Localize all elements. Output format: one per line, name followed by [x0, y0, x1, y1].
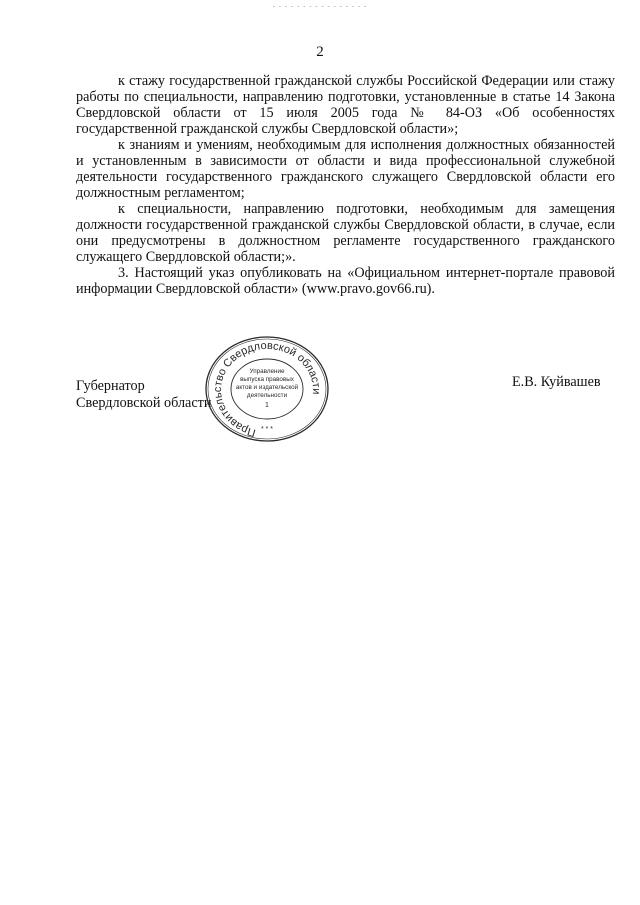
- seal-center-text: Управление: [249, 368, 285, 375]
- paragraph: [76, 137, 615, 201]
- seal-outer-text: Правительство Свердловской области: [212, 339, 323, 439]
- page-number: 2: [316, 44, 324, 60]
- paragraph: [76, 201, 615, 265]
- seal-center-text: актов и издательской: [235, 384, 299, 391]
- paragraph-text: 3. Настоящий указ опубликовать на «Официальном интернет-портале правовой информации Свердловской области» (www.pravo.gov66.ru).: [76, 265, 615, 297]
- paragraph: [76, 73, 615, 137]
- seal-graphic: [203, 335, 331, 443]
- signer-title-line: Свердловской области: [76, 395, 212, 411]
- seal-center-text: деятельности: [246, 392, 288, 399]
- signer-name: Е.В. Куйвашев: [512, 374, 601, 390]
- paragraph: [76, 265, 615, 297]
- seal-center-number: 1: [265, 402, 269, 409]
- paragraph-text: к стажу государственной гражданской службы Российской Федерации или стажу работы по специальности, направлению подготовки, установленные в статье 14 Закона Свердловской области от 15 июля 2005 года № 84-ОЗ «Об особенностях государственной гражданской службы Свердловской области»;: [76, 73, 615, 137]
- scan-header-noise: - - - - - - - - - - - - - - - -: [272, 2, 368, 10]
- paragraph-text: к специальности, направлению подготовки, необходимым для замещения должности государственной гражданской службы Свердловской области, в случае, если они предусмотрены в должностном регламенте государственного гражданского служащего Свердловской области;».: [76, 201, 615, 265]
- official-seal-stamp: [203, 335, 331, 443]
- signer-title-line: Губернатор: [76, 378, 145, 394]
- document-body: [76, 73, 615, 297]
- seal-stars: * * *: [260, 426, 274, 433]
- seal-center-text: выпуска правовых: [240, 376, 294, 383]
- paragraph-text: к знаниям и умениям, необходимым для исполнения должностных обязанностей и установленным в зависимости от области и вида профессиональной служебной деятельности государственного гражданского служащего Свердловской области его должностным регламентом;: [76, 137, 615, 201]
- signer-position: [76, 378, 211, 412]
